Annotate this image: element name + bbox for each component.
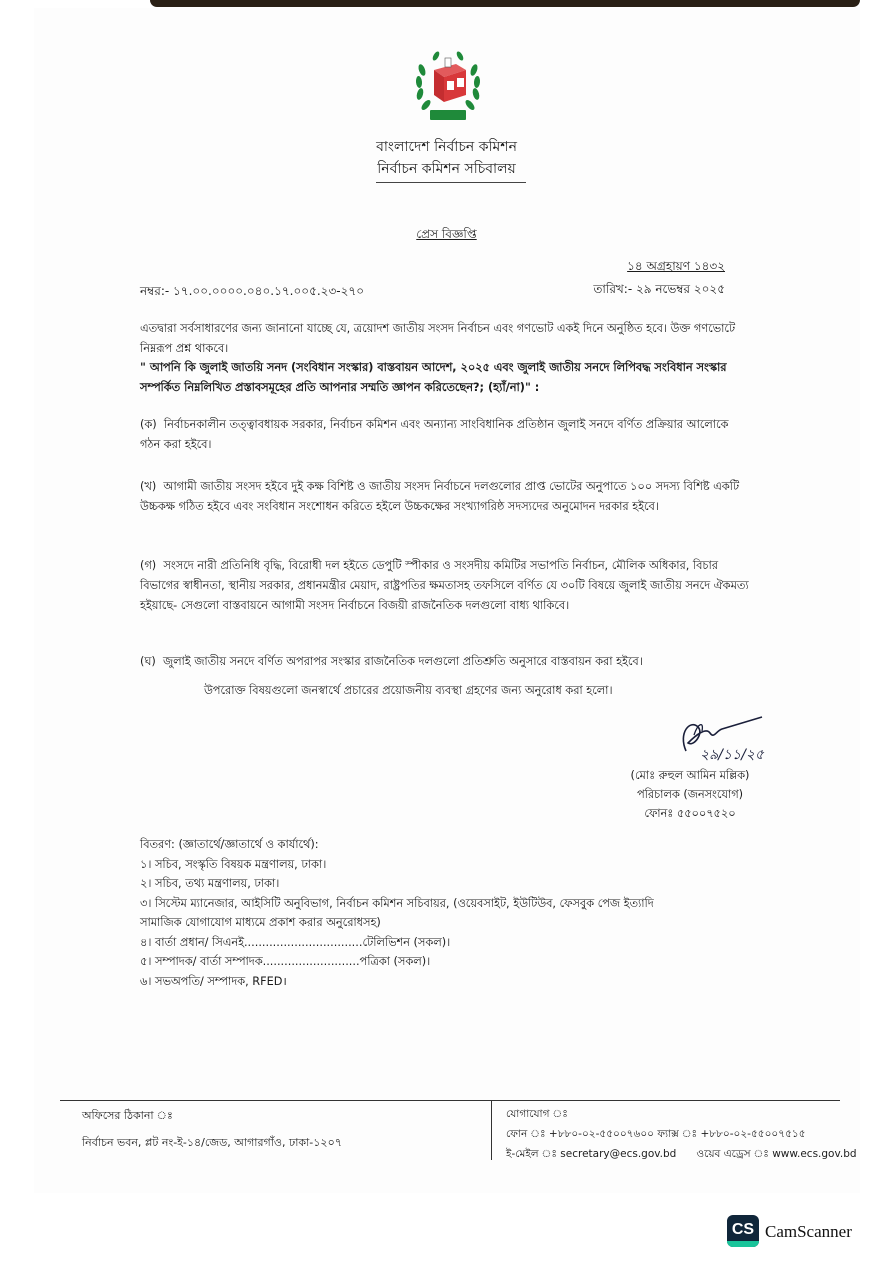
contact-email: ই-মেইল ঃ secretary@ecs.gov.bd [506,1148,677,1160]
clause-kha [140,477,750,517]
office-address-label: অফিসের ঠিকানা ঃ [82,1109,173,1122]
signatory-block [590,766,790,823]
ribbon-icon [430,110,466,120]
clause-text: সংসদে নারী প্রতিনিধি বৃদ্ধি, বিরোধী দল হইতে ডেপুটি স্পীকার ও সংসদীয় কমিটির সভাপতি নির্বাচন, মৌলিক অধিকার, বিচার বিভাগের স্বাধীনতা, স্থানীয় সরকার, প্রধানমন্ত্রীর মেয়াদ, রাষ্ট্রপতির ক্ষমতাসহ তফসিলে বর্ণিত যে ৩০টি বিষয়ে জুলাই জাতীয় সনদে ঐকমত্য হইয়াছে- সেগুলো বাস্তবায়নে আগামী সংসদ নির্বাচনে বিজয়ী রাজনৈতিক দলগুলো বাধ্য থাকিবে। [140,559,749,612]
issue-date: তারিখ:- ২৯ নভেম্বর ২০২৫ [593,282,725,296]
ballot-box-icon [434,58,466,102]
clause-label: (খ) [140,480,157,493]
signatory-phone: ফোনঃ ৫৫০০৭৫২০ [644,807,736,820]
distribution-item: ১। সচিব, সংস্কৃতি বিষয়ক মন্ত্রণালয়, ঢাকা। [140,857,327,871]
footer-column-divider [491,1100,492,1160]
intro-paragraph: এতদ্বারা সর্বসাধারণের জন্য জানানো যাচ্ছে যে, ত্রয়োদশ জাতীয় সংসদ নির্বাচন এবং গণভোট একই দিনে অনুষ্ঠিত হবে। উক্ত গণভোটে নিম্নরূপ প্রশ্ন থাকবে। [140,322,736,355]
org-name: বাংলাদেশ নির্বাচন কমিশন [376,139,517,155]
clause-label: (ঘ) [140,655,156,668]
clause-text: নির্বাচনকালীন তত্ত্বাবধায়ক সরকার, নির্বাচন কমিশন এবং অন্যান্য সাংবিধানিক প্রতিষ্ঠান জুলাই সনদে বর্ণিত প্রক্রিয়ার আলোকে গঠন করা হইবে। [140,418,729,451]
signature-image [676,713,766,765]
distribution-item-continued: সামাজিক যোগাযোগ মাধ্যমে প্রকাশ করার অনুরোধসহ) [140,916,381,929]
contact-website: ওয়েব এড্রেস ঃ www.ecs.gov.bd [696,1148,857,1160]
footer-divider [60,1100,840,1101]
contact-block [506,1104,857,1164]
distribution-item: ৫। সম্পাদক/ বার্তা সম্পাদক...........................পত্রিকা (সকল)। [140,955,431,968]
signatory-designation: পরিচালক (জনসংযোগ) [636,788,744,801]
contact-label: যোগাযোগ ঃ [506,1108,568,1120]
contact-email-web [506,1144,857,1164]
distribution-heading: বিতরণ: (জ্ঞাতার্থে/জ্ঞাতার্থে ও কার্যার্থে): [140,838,319,851]
distribution-item: ৬। সভঅপতি/ সম্পাদক, RFED। [140,974,287,988]
title-text: প্রেস বিজ্ঞপ্তি [416,227,477,241]
clause-text: আগামী জাতীয় সংসদ হইবে দুই কক্ষ বিশিষ্ট ও জাতীয় সংসদ নির্বাচনে দলগুলোর প্রাপ্ত ভোটের অনুপাতে ১০০ সদস্য বিশিষ্ট একটি উচ্চকক্ষ গঠিত হইবে এবং সংবিধান সংশোধন করিতে হইলে উচ্চকক্ষের সংখ্যাগরিষ্ঠ সদস্যদের অনুমোদন দরকার হইবে। [140,480,740,513]
clause-text: জুলাই জাতীয় সনদে বর্ণিত অপরাপর সংস্কার রাজনৈতিক দলগুলো প্রতিশ্রুতি অনুসারে বাস্তবায়ন করা হইবে। [162,655,643,668]
document-title [0,226,893,246]
camscanner-watermark: CamScanner [765,1222,852,1241]
distribution-item: ২। সচিব, তথ্য মন্ত্রণালয়, ঢাকা। [140,877,280,890]
header-divider [376,182,526,183]
distribution-item: ৩। সিস্টেম ম্যানেজার, আইসিটি অনুবিভাগ, নির্বাচন কমিশন সচিবায়র, (ওয়েবসাইট, ইউটিউব, ফেসবুক পেজ ইত্যাদি [140,896,654,910]
clause-label: (ক) [140,418,157,431]
distribution-item: ৪। বার্তা প্রধান/ সিএনই.................................টেলিভিশন (সকল)। [140,935,451,949]
scan-edge-shadow [150,0,860,7]
clause-ga [140,556,750,616]
signatory-name: (মোঃ রুহুল আমিন মল্লিক) [630,769,750,782]
org-subtitle: নির্বাচন কমিশন সচিবালয় [377,161,516,177]
contact-phone-fax: ফোন ঃ +৮৮০-০২-৫৫০০৭৬০০ ফ্যাক্স ঃ +৮৮০-০২-৫৫০০৭৫১৫ [506,1128,806,1140]
referendum-question: " আপনি কি জুলাই জাতয়ি সনদ (সংবিধান সংস্কার) বাস্তবায়ন আদেশ, ২০২৫ এবং জুলাই জাতীয় সনদে লিপিবদ্ধ সংবিধান সংস্কার সম্পর্কিত নিম্নলিখিত প্রস্তাবসমূহের প্রতি আপনার সম্মতি জ্ঞাপন করিতেছেন?; (হ্যাঁ/না)" : [140,361,727,394]
office-address: নির্বাচন ভবন, প্লট নং-ই-১৪/জেড, আগারগাঁও, ঢাকা-১২০৭ [82,1136,342,1149]
bangla-date: ১৪ অগ্রহায়ণ ১৪৩২ [627,259,725,273]
clause-ka [140,415,750,455]
signature-date: ২৯/১১/২৫ [700,747,764,763]
clause-label: (গ) [140,559,157,572]
camscanner-logo-icon: CS [727,1215,759,1247]
election-commission-logo [412,50,484,128]
clause-gha [140,652,750,672]
request-line: উপরোক্ত বিষয়গুলো জনস্বার্থে প্রচারের প্রয়োজনীয় ব্যবস্থা গ্রহণের জন্য অনুরোধ করা হলো। [204,684,613,697]
distribution-list [140,835,780,991]
memo-number: নম্বর:- ১৭.০০.০০০০.০৪০.১৭.০০৫.২৩-২৭০ [140,284,365,298]
